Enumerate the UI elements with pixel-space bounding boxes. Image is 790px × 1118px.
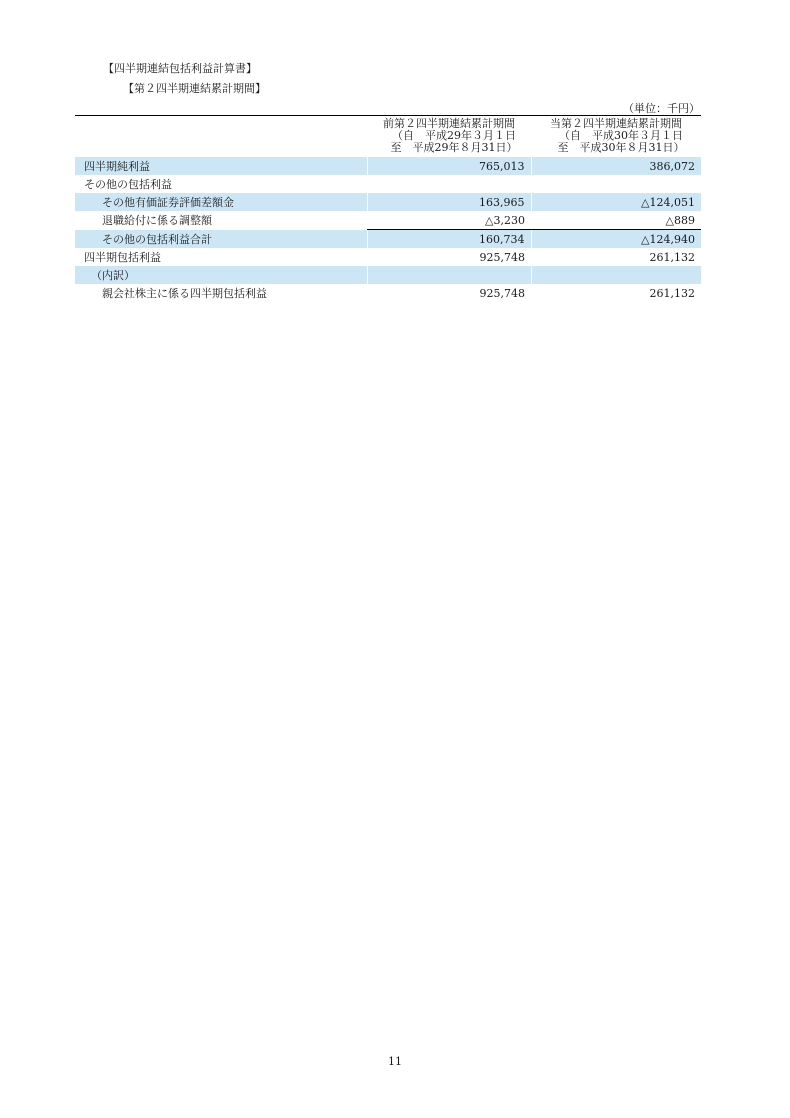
row-prev-value: 925,748 [479, 286, 525, 300]
page-number: 11 [388, 1055, 402, 1068]
row-label: （内訳） [75, 266, 367, 284]
row-prev-value: △3,230 [485, 213, 525, 227]
row-prev-value [367, 175, 531, 193]
table-row [75, 230, 701, 249]
row-curr-value: △124,940 [531, 230, 701, 249]
table-row [75, 284, 701, 302]
row-curr-value: △124,051 [531, 193, 701, 211]
header-current-line1: 当第２四半期連結累計期間 [550, 117, 682, 130]
row-curr-value: 386,072 [531, 157, 701, 175]
row-label: その他有価証券評価差額金 [75, 193, 367, 211]
row-curr-value: 261,132 [649, 250, 695, 264]
statement-title: 【四半期連結包括利益計算書】 [103, 62, 257, 75]
row-prev-value [367, 266, 531, 284]
comprehensive-income-table [75, 115, 701, 302]
row-label: 四半期純利益 [75, 157, 367, 175]
header-current-line3: 至 平成30年８月31日） [557, 141, 685, 154]
row-label: 退職給付に係る調整額 [102, 214, 212, 228]
row-label: 親会社株主に係る四半期包括利益 [102, 287, 267, 300]
row-curr-value [531, 175, 701, 193]
header-current-line2: （自 平成30年３月１日 [559, 129, 683, 142]
row-curr-value: 261,132 [649, 286, 695, 300]
row-label: その他の包括利益 [84, 178, 172, 191]
row-prev-value: 925,748 [479, 250, 525, 264]
row-prev-value: 163,965 [367, 193, 531, 211]
table-header-row [75, 116, 701, 158]
period-title: 【第２四半期連結累計期間】 [123, 82, 266, 95]
header-prior-line3: 至 平成29年８月31日） [390, 141, 518, 154]
row-prev-value: 765,013 [367, 157, 531, 175]
header-prior-period [367, 116, 531, 158]
table-row [75, 266, 701, 284]
row-curr-value: △889 [665, 213, 695, 227]
table-row [75, 248, 701, 266]
table-row [75, 193, 701, 211]
row-prev-value: 160,734 [367, 230, 531, 249]
row-label: 四半期包括利益 [84, 251, 161, 264]
header-prior-line2: （自 平成29年３月１日 [392, 129, 516, 142]
unit-label: （単位：千円） [623, 102, 700, 115]
table-row [75, 157, 701, 175]
header-current-period [531, 116, 701, 158]
table-row [75, 175, 701, 193]
row-curr-value [531, 266, 701, 284]
table-row [75, 211, 701, 230]
header-blank [75, 116, 367, 158]
row-label: その他の包括利益合計 [75, 230, 367, 249]
header-prior-line1: 前第２四半期連結累計期間 [383, 117, 515, 130]
